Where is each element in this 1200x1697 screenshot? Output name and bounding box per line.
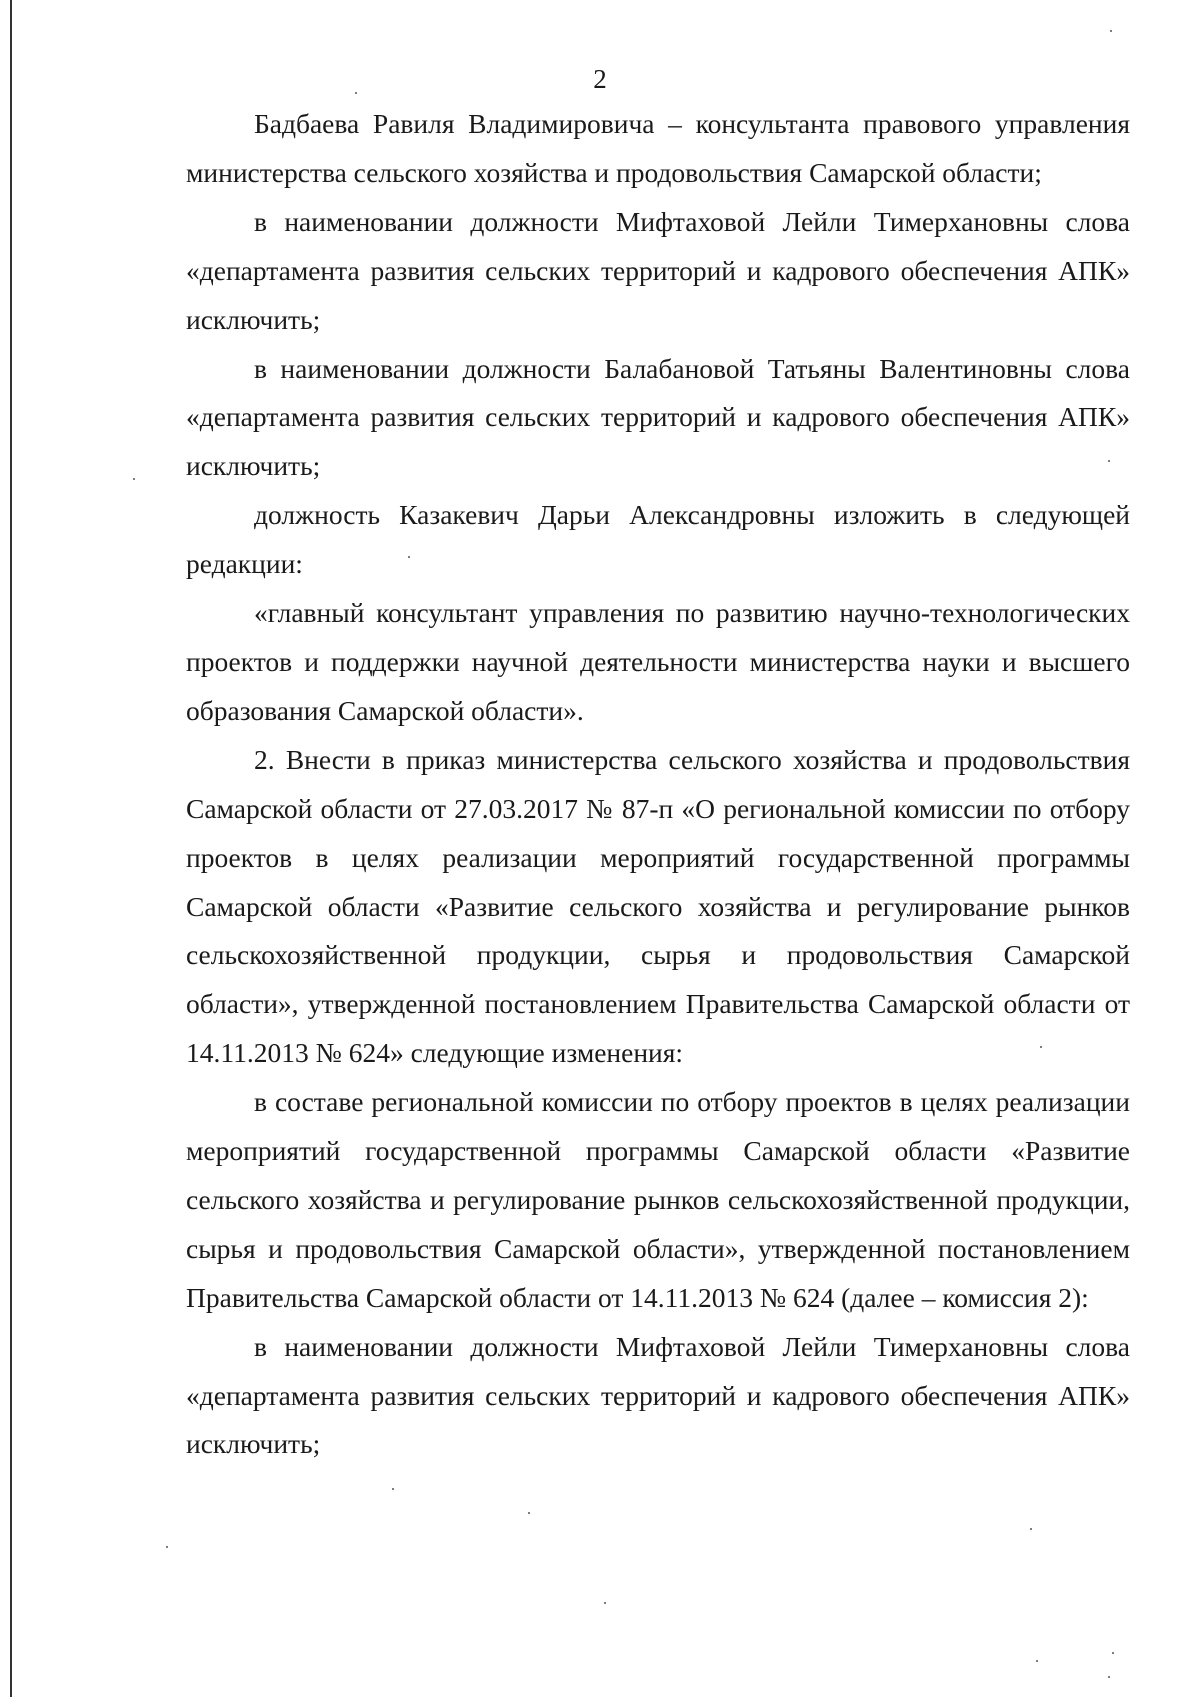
paragraph-miftakhova-title-2: в наименовании должности Мифтаховой Лейли Тимерхановны слова «департамента развития сельских территорий и кадрового обеспечения АПК» исключить; [186, 1330, 1130, 1460]
paragraph-kazakevich-new-title: «главный консультант управления по развитию научно-технологических проектов и поддержки научной деятельности министерства науки и высшего образования Самарской области». [186, 597, 1130, 726]
paragraph-order-amendment: 2. Внести в приказ министерства сельского хозяйства и продовольствия Самарской области от 27.03.2017 № 87-п «О региональной комиссии по отбору проектов в целях реализации мероприятий государственной программы Самарской области «Развитие сельского хозяйства и регулирование рынков сельскохозяйственной продукции, сырья и продовольствия Самарской области», утвержденной постановлением Правительства Самарской области от 14.11.2013 № 624» следующие изменения: [186, 743, 1130, 1069]
paragraph-badbaev: Бадбаева Равиля Владимировича – консультанта правового управления министерства сельского хозяйства и продовольствия Самарской области; [186, 108, 1130, 188]
scan-speck [408, 556, 410, 558]
paragraph-kazakevich-title: должность Казакевич Дарьи Александровны изложить в следующей редакции: [186, 499, 1130, 580]
scan-speck [1112, 1652, 1114, 1654]
page-number: 2 [593, 64, 607, 94]
scan-speck [528, 1512, 530, 1514]
scan-speck [1108, 1676, 1110, 1678]
paragraph-commission-2: в составе региональной комиссии по отбору проектов в целях реализации мероприятий государственной программы Самарской области «Развитие сельского хозяйства и регулирование рынков сельскохозяйственной продукции, сырья и продовольствия Самарской области», утвержденной постановлением Правительства Самарской области от 14.11.2013 № 624 (далее – комиссия 2): [186, 1086, 1130, 1313]
paragraph-balabanova-title: в наименовании должности Балабановой Татьяны Валентиновны слова «департамента развития сельских территорий и кадрового обеспечения АПК» исключить; [186, 352, 1130, 482]
scan-speck [604, 1602, 606, 1604]
scan-speck [355, 92, 357, 94]
scan-speck [1110, 30, 1112, 32]
scan-speck [392, 1488, 394, 1490]
scan-speck [1040, 1046, 1042, 1048]
scan-speck [1108, 460, 1110, 462]
scan-edge-line [10, 0, 12, 1697]
scan-speck [166, 1546, 168, 1548]
scan-speck [1030, 1528, 1032, 1530]
paragraph-miftakhova-title: в наименовании должности Мифтаховой Лейли Тимерхановны слова «департамента развития сельских территорий и кадрового обеспечения АПК» исключить; [186, 205, 1130, 335]
scan-speck [133, 478, 135, 480]
scan-speck [1036, 1660, 1038, 1662]
document-body [186, 100, 1130, 1469]
